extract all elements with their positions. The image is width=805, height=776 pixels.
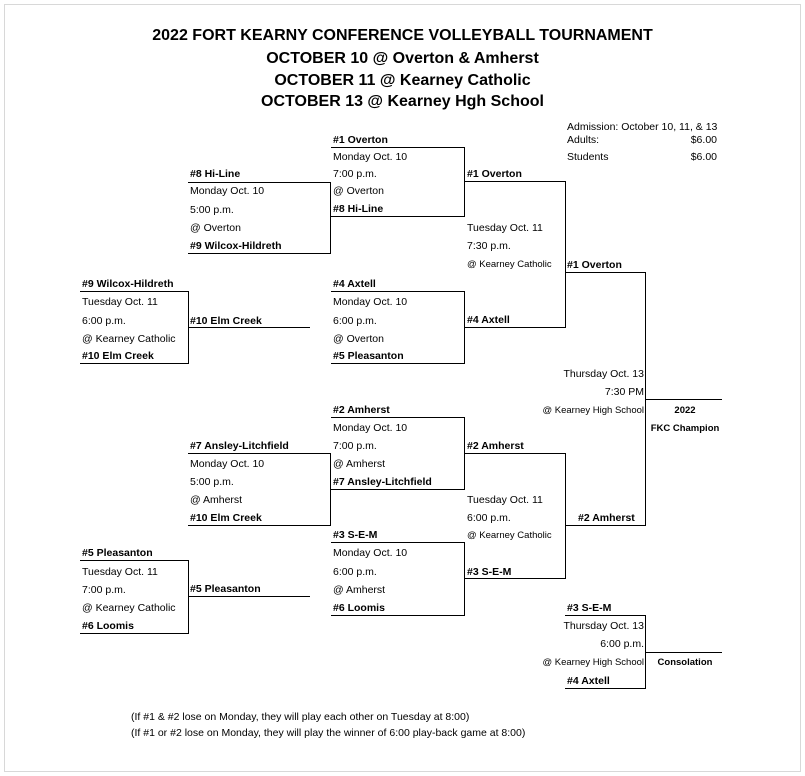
s1-bottom-line — [465, 327, 566, 328]
q4-time: 6:00 p.m. — [333, 566, 377, 578]
q3-bottom-team: #7 Ansley-Litchfield — [333, 476, 432, 488]
q3-date: Monday Oct. 10 — [333, 422, 408, 434]
q4-date: Monday Oct. 10 — [333, 547, 408, 559]
r1c-site: @ Amherst — [190, 494, 243, 506]
q1-bottom-line — [331, 216, 465, 217]
final-top-line — [565, 272, 646, 273]
q1-connector — [464, 147, 465, 217]
consolation-bottom-line — [565, 688, 646, 689]
r1a-site: @ Overton — [190, 222, 241, 234]
s2-top-line — [465, 453, 566, 454]
q4-bottom-team: #6 Loomis — [333, 602, 385, 614]
s2-time: 6:00 p.m. — [467, 512, 511, 524]
q2-bottom-team: #5 Pleasanton — [333, 350, 404, 362]
r1d-winner: #5 Pleasanton — [190, 583, 261, 595]
r1d-site: @ Kearney Catholic — [82, 602, 176, 614]
r1d-top-line — [80, 560, 188, 561]
q2-top-team: #4 Axtell — [333, 278, 376, 290]
q4-site: @ Amherst — [333, 584, 386, 596]
q4-bottom-line — [331, 615, 465, 616]
tournament-title: 2022 FORT KEARNY CONFERENCE VOLLEYBALL TOURNAMENT — [152, 27, 653, 44]
s1-bottom-team: #4 Axtell — [467, 314, 510, 326]
q3-top-line — [331, 417, 465, 418]
r1c-bottom-team: #10 Elm Creek — [190, 512, 262, 524]
consolation-top-line — [565, 615, 646, 616]
r1b-top-line — [80, 291, 188, 292]
r1c-time: 5:00 p.m. — [190, 476, 234, 488]
s2-site: @ Kearney Catholic — [467, 530, 552, 541]
note-2: (If #1 or #2 lose on Monday, they will play the winner of 6:00 play-back game at 8:00) — [131, 727, 526, 739]
final-time: 7:30 PM — [604, 386, 644, 398]
students-price: $6.00 — [690, 151, 717, 163]
q1-site: @ Overton — [333, 185, 384, 197]
s2-bottom-team: #3 S-E-M — [467, 566, 512, 578]
q4-connector — [464, 542, 465, 616]
r1b-site: @ Kearney Catholic — [82, 333, 176, 345]
q2-date: Monday Oct. 10 — [333, 296, 408, 308]
champion-line — [645, 399, 722, 400]
s1-connector — [565, 181, 566, 328]
adults-price: $6.00 — [690, 134, 717, 146]
r1a-date: Monday Oct. 10 — [190, 185, 265, 197]
r1b-bottom-team: #10 Elm Creek — [82, 350, 154, 362]
r1a-connector — [330, 182, 331, 254]
r1c-date: Monday Oct. 10 — [190, 458, 265, 470]
r1d-time: 7:00 p.m. — [82, 584, 126, 596]
consolation-time: 6:00 p.m. — [600, 638, 644, 650]
s2-date: Tuesday Oct. 11 — [467, 494, 543, 506]
champion-year: 2022 — [674, 405, 696, 416]
adults-label: Adults: — [567, 134, 600, 146]
r1d-winner-line — [188, 596, 310, 597]
q3-site: @ Amherst — [333, 458, 386, 470]
q1-bottom-team: #8 Hi-Line — [333, 203, 384, 215]
date-line-oct11: OCTOBER 11 @ Kearney Catholic — [274, 72, 531, 89]
s1-top-line — [465, 181, 566, 182]
q4-top-team: #3 S-E-M — [333, 529, 378, 541]
q2-site: @ Overton — [333, 333, 384, 345]
r1c-top-team: #7 Ansley-Litchfield — [190, 440, 289, 452]
r1a-top-line — [188, 182, 331, 183]
q1-time: 7:00 p.m. — [333, 168, 377, 180]
students-label: Students — [567, 151, 609, 163]
consolation-bottom-team: #4 Axtell — [567, 675, 610, 687]
r1a-bottom-team: #9 Wilcox-Hildreth — [190, 240, 282, 252]
s1-site: @ Kearney Catholic — [467, 259, 552, 270]
r1d-date: Tuesday Oct. 11 — [82, 566, 158, 578]
consolation-result-line — [645, 652, 722, 653]
r1a-top-team: #8 Hi-Line — [190, 168, 241, 180]
r1b-winner-line — [188, 327, 310, 328]
s2-connector — [565, 453, 566, 579]
r1d-bottom-line — [80, 633, 188, 634]
final-site: @ Kearney High School — [542, 405, 644, 416]
q2-bottom-line — [331, 363, 465, 364]
q4-top-line — [331, 542, 465, 543]
r1d-bottom-team: #6 Loomis — [82, 620, 134, 632]
r1b-date: Tuesday Oct. 11 — [82, 296, 158, 308]
q1-top-team: #1 Overton — [333, 134, 388, 146]
q3-bottom-line — [331, 489, 465, 490]
r1b-winner: #10 Elm Creek — [190, 315, 262, 327]
q1-date: Monday Oct. 10 — [333, 151, 408, 163]
q3-time: 7:00 p.m. — [333, 440, 377, 452]
date-line-oct13: OCTOBER 13 @ Kearney Hgh School — [261, 93, 544, 110]
final-date: Thursday Oct. 13 — [563, 368, 644, 380]
r1a-time: 5:00 p.m. — [190, 204, 234, 216]
consolation-label: Consolation — [657, 657, 713, 668]
s1-top-team: #1 Overton — [467, 168, 522, 180]
q3-top-team: #2 Amherst — [333, 404, 390, 416]
s1-date: Tuesday Oct. 11 — [467, 222, 543, 234]
r1b-time: 6:00 p.m. — [82, 315, 126, 327]
note-1: (If #1 & #2 lose on Monday, they will play each other on Tuesday at 8:00) — [131, 711, 470, 723]
final-top-team: #1 Overton — [567, 259, 622, 271]
q2-time: 6:00 p.m. — [333, 315, 377, 327]
q2-top-line — [331, 291, 465, 292]
final-bottom-line — [565, 525, 646, 526]
date-line-oct10: OCTOBER 10 @ Overton & Amherst — [266, 50, 539, 67]
s2-bottom-line — [465, 578, 566, 579]
consolation-site: @ Kearney High School — [542, 657, 644, 668]
r1d-top-team: #5 Pleasanton — [82, 547, 153, 559]
s2-top-team: #2 Amherst — [467, 440, 524, 452]
champion-label: FKC Champion — [650, 423, 720, 434]
consolation-date: Thursday Oct. 13 — [563, 620, 644, 632]
r1d-connector — [188, 560, 189, 634]
admission-title: Admission: October 10, 11, & 13 — [567, 121, 718, 133]
r1b-bottom-line — [80, 363, 188, 364]
consolation-top-team: #3 S-E-M — [567, 602, 612, 614]
s1-time: 7:30 p.m. — [467, 240, 511, 252]
r1a-bottom-line — [188, 253, 331, 254]
r1b-top-team: #9 Wilcox-Hildreth — [82, 278, 174, 290]
q1-top-line — [331, 147, 465, 148]
final-bottom-team: #2 Amherst — [578, 512, 635, 524]
r1c-top-line — [188, 453, 331, 454]
r1c-bottom-line — [188, 525, 331, 526]
